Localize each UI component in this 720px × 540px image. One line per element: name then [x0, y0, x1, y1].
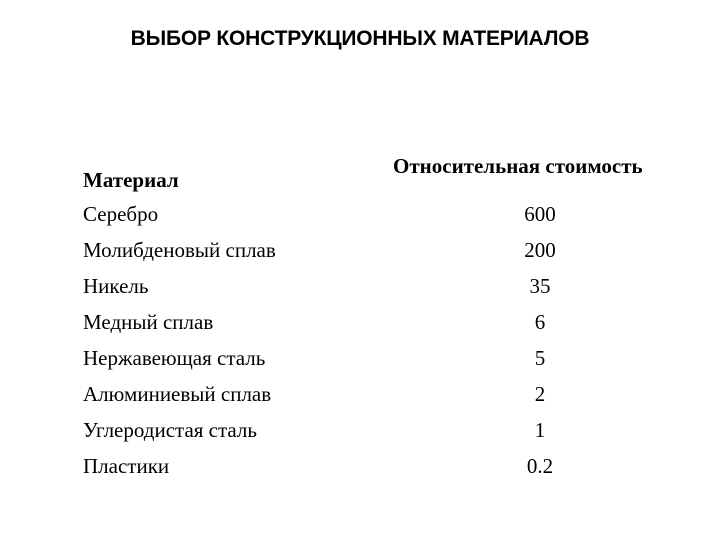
material-cell: Нержавеющая сталь	[83, 346, 266, 370]
cost-cell: 0.2	[526, 454, 554, 478]
material-cell: Углеродистая сталь	[83, 418, 257, 442]
column-header-relative-cost: Относительная стоимость	[393, 154, 643, 178]
cost-cell: 2	[534, 382, 546, 406]
cost-cell: 5	[534, 346, 546, 370]
table-row	[0, 198, 720, 234]
cost-cell: 200	[524, 238, 556, 262]
table-row	[0, 270, 720, 306]
table-row	[0, 414, 720, 450]
column-header-material: Материал	[83, 168, 179, 192]
material-cell: Никель	[83, 274, 149, 298]
material-cell: Алюминиевый сплав	[83, 382, 272, 406]
table-row	[0, 234, 720, 270]
cost-cell: 1	[534, 418, 546, 442]
cost-cell: 600	[524, 202, 556, 226]
material-cell: Медный сплав	[83, 310, 214, 334]
table-row	[0, 342, 720, 378]
table-row	[0, 306, 720, 342]
materials-table	[0, 198, 720, 486]
slide-title: ВЫБОР КОНСТРУКЦИОННЫХ МАТЕРИАЛОВ	[130, 27, 590, 50]
material-cell: Молибденовый сплав	[83, 238, 276, 262]
material-cell: Серебро	[83, 202, 159, 226]
cost-cell: 35	[529, 274, 551, 298]
table-row	[0, 450, 720, 486]
material-cell: Пластики	[83, 454, 170, 478]
cost-cell: 6	[534, 310, 546, 334]
table-row	[0, 378, 720, 414]
